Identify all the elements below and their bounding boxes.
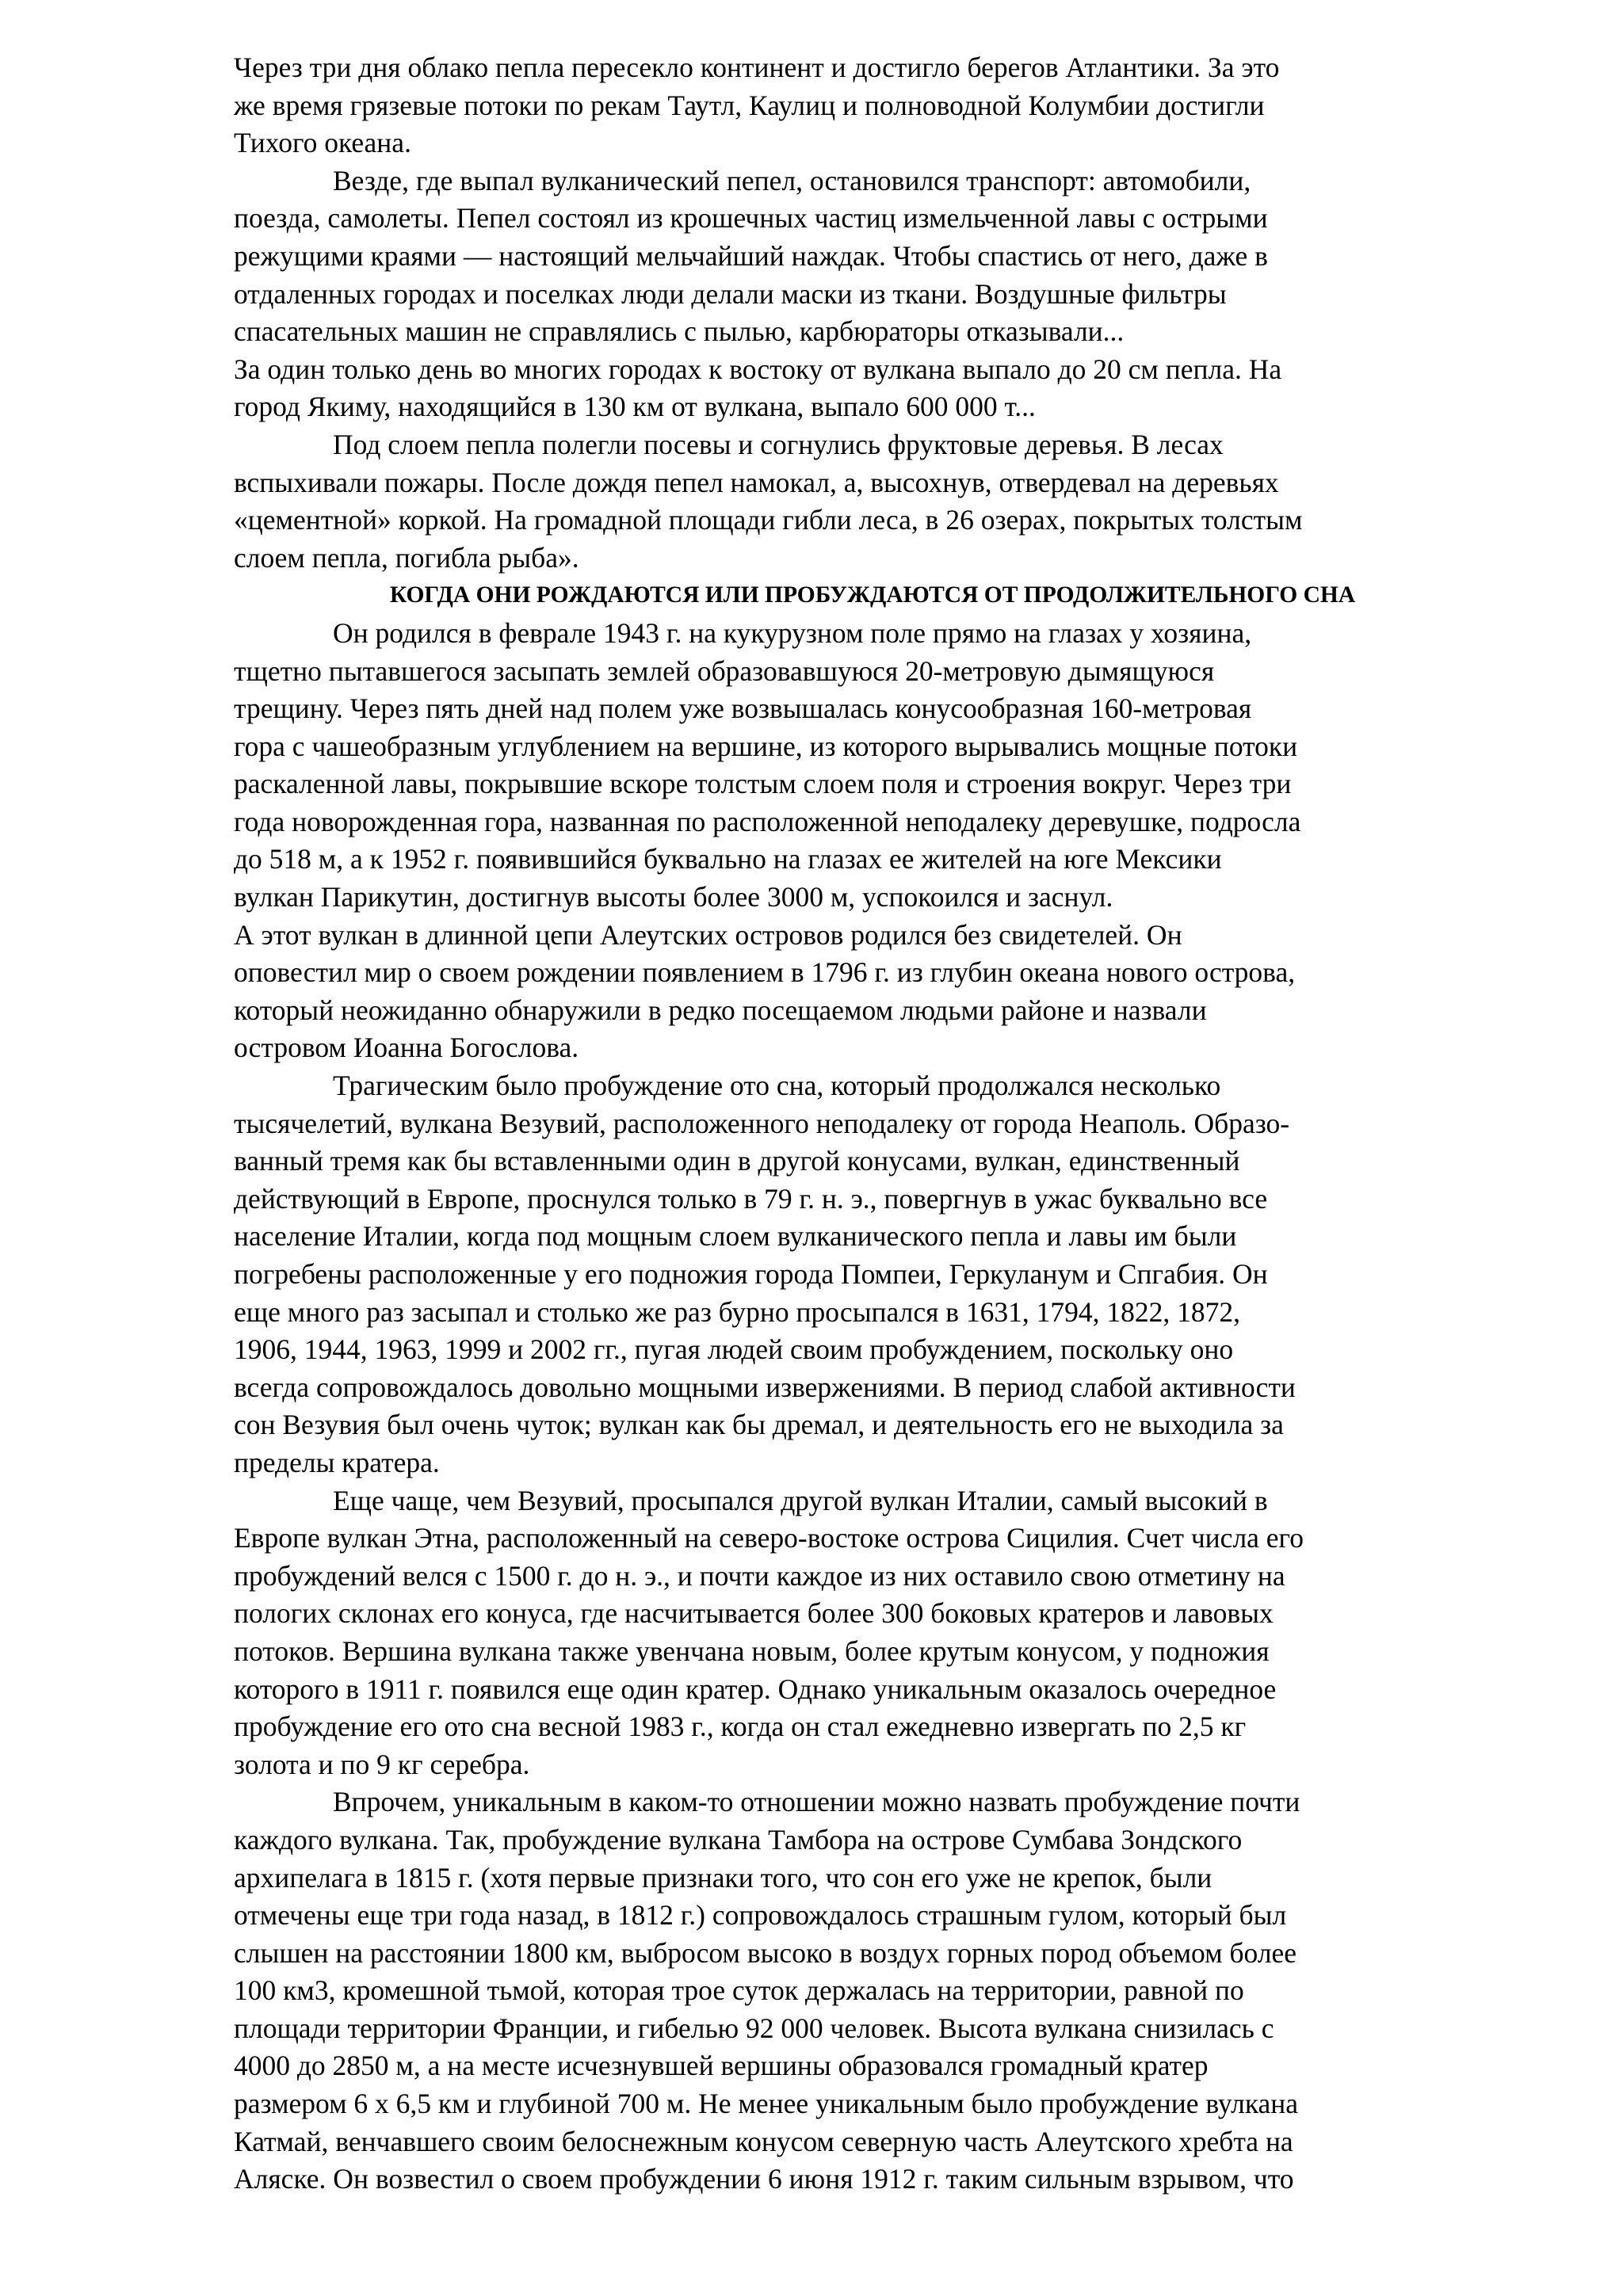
- paragraph: [234, 917, 1511, 1067]
- text-line: Европе вулкан Этна, расположенный на северо-востоке острова Сицилия. Счет числа его: [234, 1522, 1304, 1554]
- text-line: А этот вулкан в длинной цепи Алеутских островов родился без свидетелей. Он: [234, 918, 1182, 951]
- text-line: Везде, где выпал вулканический пепел, остановился транспорт: автомобили,: [333, 164, 1251, 196]
- text-line: потоков. Вершина вулкана также увенчана новым, более крутым конусом, у подножия: [234, 1634, 1270, 1667]
- text-line: тысячелетий, вулкана Везувий, расположенного неподалеку от города Неаполь. Образо-: [234, 1107, 1290, 1139]
- paragraph: [234, 1783, 1511, 2199]
- text-line: погребены расположенные у его подножия города Помпеи, Геркуланум и Спгабия. Он: [234, 1258, 1268, 1290]
- text-line: Через три дня облако пепла пересекло континент и достигло берегов Атлантики. За это: [234, 51, 1280, 83]
- text-line: золота и по 9 кг серебра.: [234, 1748, 530, 1780]
- text-line: всегда сопровождалось довольно мощными извержениями. В период слабой активности: [234, 1371, 1296, 1403]
- text-line: население Италии, когда под мощным слоем вулканического пепла и лавы им были: [234, 1220, 1237, 1253]
- section-heading: КОГДА ОНИ РОЖДАЮТСЯ ИЛИ ПРОБУЖДАЮТСЯ ОТ ПРОДОЛЖИТЕЛЬНОГО СНА: [389, 582, 1356, 608]
- text-line: островом Иоанна Богослова.: [234, 1032, 579, 1064]
- text-line: 4000 до 2850 м, а на месте исчезнувшей вершины образовался громадный кратер: [234, 2050, 1209, 2082]
- text-line: ванный тремя как бы вставленными один в другой конусами, вулкан, единственный: [234, 1145, 1240, 1177]
- text-line: Еще чаще, чем Везувий, просыпался другой вулкан Италии, самый высокий в: [333, 1484, 1268, 1516]
- document-page: [234, 49, 1511, 2199]
- text-line: которого в 1911 г. появился еще один кратер. Однако уникальным оказалось очередное: [234, 1672, 1277, 1705]
- text-line: же время грязевые потоки по рекам Таутл, Каулиц и полноводной Колумбии достигли: [234, 89, 1265, 121]
- text-line: За один только день во многих городах к востоку от вулкана выпало до 20 см пепла. На: [234, 353, 1282, 385]
- paragraph: [234, 49, 1511, 162]
- text-line: размером 6 х 6,5 км и глубиной 700 м. Не менее уникальным было пробуждение вулкана: [234, 2088, 1299, 2120]
- paragraph: [234, 1067, 1511, 1482]
- text-line: года новорожденная гора, названная по расположенной неподалеку деревушке, подросла: [234, 805, 1301, 837]
- text-line: гора с чашеобразным углублением на вершине, из которого вырывались мощные потоки: [234, 730, 1298, 762]
- text-line: слоем пепла, погибла рыба».: [234, 541, 579, 574]
- text-line: режущими краями — настоящий мельчайший наждак. Чтобы спастись от него, даже в: [234, 239, 1268, 272]
- text-line: архипелага в 1815 г. (хотя первые признаки того, что сон его уже не крепок, были: [234, 1861, 1212, 1894]
- text-line: сон Везувия был очень чуток; вулкан как бы дремал, и деятельность его не выходила за: [234, 1409, 1284, 1441]
- text-line: вулкан Парикутин, достигнув высоты более 3000 м, успокоился и заснул.: [234, 881, 1113, 913]
- text-line: трещину. Через пять дней над полем уже возвышалась конусообразная 160-метровая: [234, 692, 1252, 725]
- text-line: оповестил мир о своем рождении появлением в 1796 г. из глубин океана нового острова,: [234, 956, 1296, 989]
- text-line: 100 км3, кромешной тьмой, которая трое суток держалась на территории, равной по: [234, 1974, 1244, 2007]
- text-line: пологих склонах его конуса, где насчитывается более 300 боковых кратеров и лавовых: [234, 1597, 1274, 1630]
- paragraph: [234, 615, 1511, 917]
- paragraph: [234, 162, 1511, 351]
- text-line: Он родился в феврале 1943 г. на кукурузном поле прямо на глазах у хозяина,: [333, 616, 1252, 649]
- text-line: Впрочем, уникальным в каком-то отношении можно назвать пробуждение почти: [333, 1786, 1300, 1818]
- text-line: вспыхивали пожары. После дождя пепел намокал, а, высохнув, отвердевал на деревьях: [234, 466, 1279, 498]
- text-line: Катмай, венчавшего своим белоснежным конусом северную часть Алеутского хребта на: [234, 2125, 1293, 2157]
- text-line: пробуждений велся с 1500 г. до н. э., и почти каждое из них оставило свою отметину на: [234, 1559, 1285, 1592]
- text-line: действующий в Европе, проснулся только в 79 г. н. э., повергнув в ужас буквально все: [234, 1182, 1268, 1215]
- text-line: отмечены еще три года назад, в 1812 г.) сопровождалось страшным гулом, который был: [234, 1899, 1287, 1932]
- text-line: поезда, самолеты. Пепел состоял из крошечных частиц измельченной лавы с острыми: [234, 202, 1268, 235]
- text-line: спасательных машин не справлялись с пылью, карбюраторы отказывали...: [234, 315, 1125, 348]
- text-line: тщетно пытавшегося засыпать землей образовавшуюся 20-метровую дымящуюся: [234, 654, 1215, 687]
- text-line: Под слоем пепла полегли посевы и согнулись фруктовые деревья. В лесах: [333, 428, 1224, 460]
- text-line: город Якиму, находящийся в 130 км от вулкана, выпало 600 000 т...: [234, 391, 1036, 423]
- text-line: пределы кратера.: [234, 1446, 440, 1478]
- text-line: пробуждение его ото сна весной 1983 г., когда он стал ежедневно извергать по 2,5 кг: [234, 1711, 1247, 1743]
- text-line: Тихого океана.: [234, 127, 411, 159]
- text-line: раскаленной лавы, покрывшие вскоре толстым слоем поля и строения вокруг. Через три: [234, 768, 1292, 800]
- text-body-after-heading: [234, 615, 1511, 2199]
- text-line: до 518 м, а к 1952 г. появившийся буквально на глазах ее жителей на юге Мексики: [234, 843, 1222, 875]
- paragraph: [234, 426, 1511, 577]
- text-line: каждого вулкана. Так, пробуждение вулкана Тамбора на острове Сумбава Зондского: [234, 1823, 1243, 1855]
- text-line: «цементной» коркой. На громадной площади гибли леса, в 26 озерах, покрытых толстым: [234, 504, 1303, 536]
- paragraph: [234, 1482, 1511, 1784]
- text-line: который неожиданно обнаружили в редко посещаемом людьми районе и назвали: [234, 994, 1207, 1026]
- text-line: Аляске. Он возвестил о своем пробуждении 6 июня 1912 г. таким сильным взрывом, что: [234, 2163, 1294, 2195]
- text-line: еще много раз засыпал и столько же раз бурно просыпался в 1631, 1794, 1822, 1872,: [234, 1295, 1241, 1328]
- text-line: слышен на расстоянии 1800 км, выбросом высоко в воздух горных пород объемом более: [234, 1936, 1297, 1969]
- text-line: Трагическим было пробуждение ото сна, который продолжался несколько: [333, 1070, 1221, 1102]
- text-line: отдаленных городах и поселках люди делали маски из ткани. Воздушные фильтры: [234, 277, 1227, 310]
- paragraph: [234, 351, 1511, 426]
- text-line: площади территории Франции, и гибелью 92 000 человек. Высота вулкана снизилась с: [234, 2012, 1274, 2044]
- text-line: 1906, 1944, 1963, 1999 и 2002 гг., пугая людей своим пробуждением, поскольку оно: [234, 1333, 1234, 1366]
- text-body-before-heading: [234, 49, 1511, 577]
